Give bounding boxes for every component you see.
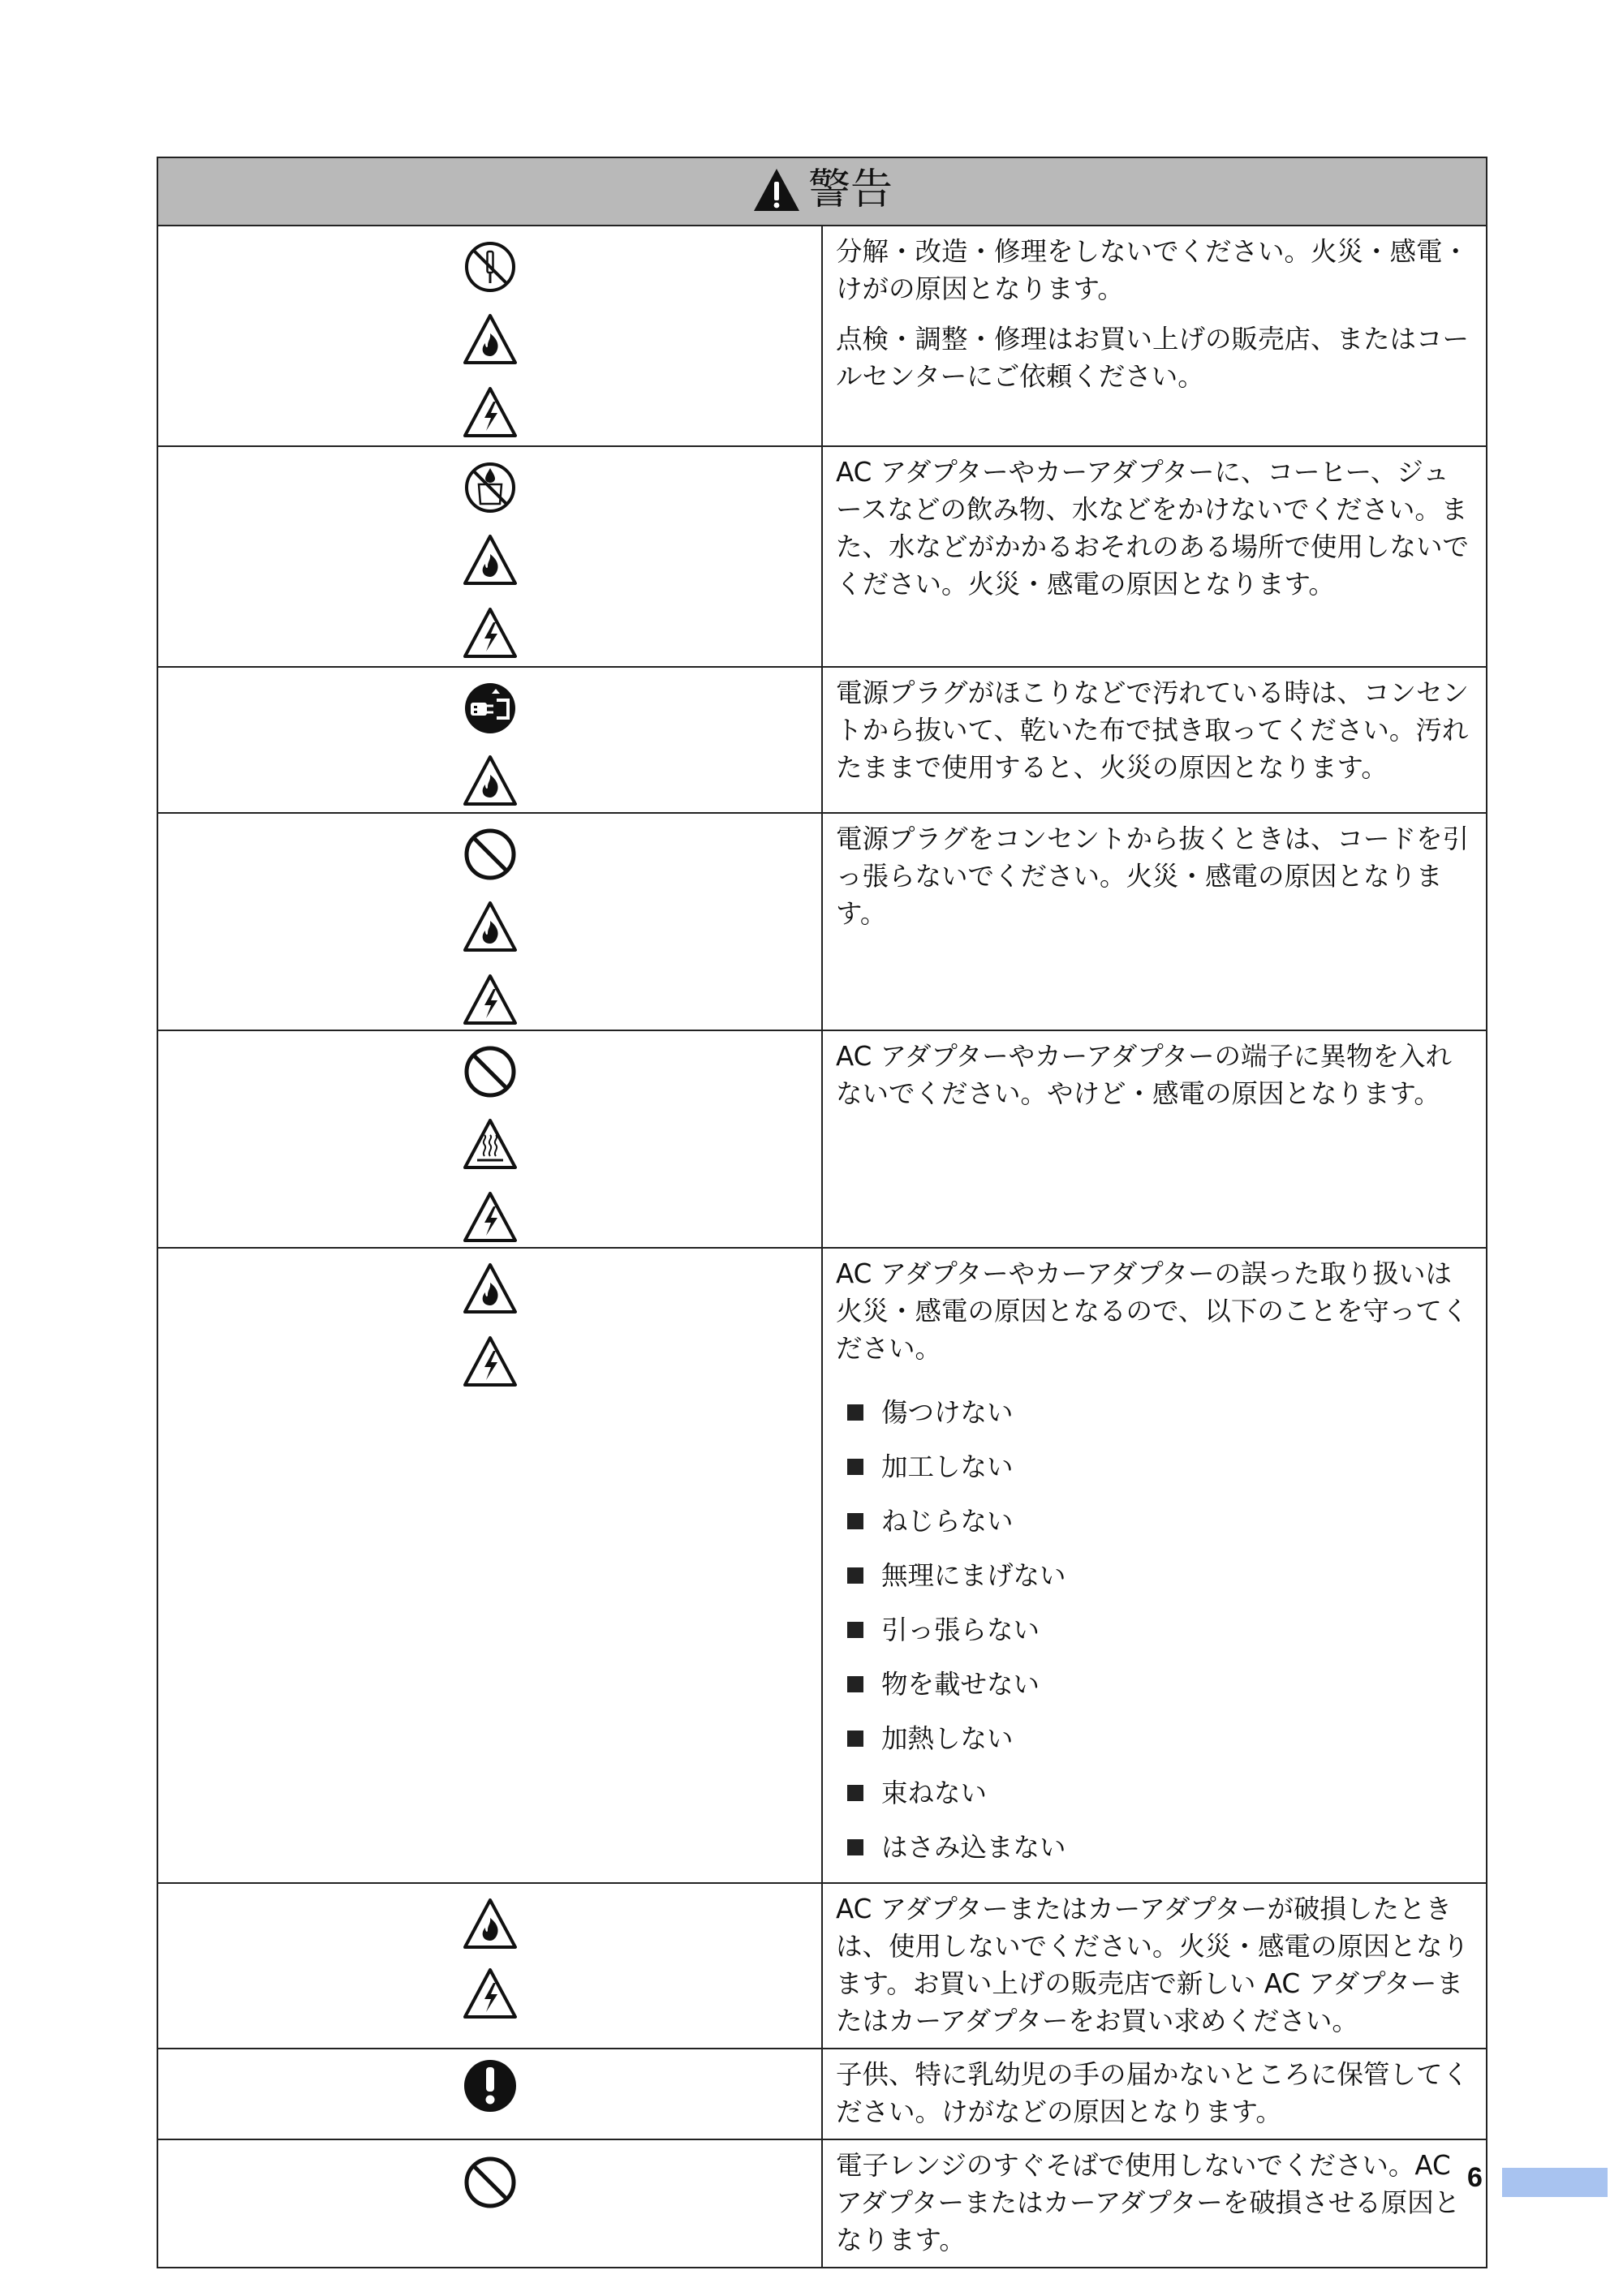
warning-paragraph: AC アダプターまたはカーアダプターが破損したときは、使用しないでください。火災・感電の原因となります。お買い上げの販売店で新しい AC アダプターまたはカーアダプターをお買い求めください。 xyxy=(836,1894,1470,2036)
bullet-square-icon xyxy=(847,1785,863,1801)
warning-text-cell xyxy=(822,1030,1487,1248)
bullet-square-icon xyxy=(847,1622,863,1638)
warning-row xyxy=(157,667,1487,813)
list-item: 束ねない xyxy=(847,1765,1474,1820)
list-item: ねじらない xyxy=(847,1494,1474,1548)
warning-paragraph: AC アダプターやカーアダプターの端子に異物を入れないでください。やけど・感電の原因となります。 xyxy=(836,1041,1452,1109)
icon-cell xyxy=(157,1248,822,1883)
warning-text-cell xyxy=(822,1248,1487,1883)
bullet-square-icon xyxy=(847,1567,863,1584)
icon-cell xyxy=(157,667,822,813)
warning-paragraph: 分解・改造・修理をしないでください。火災・感電・けがの原因となります。 xyxy=(836,236,1470,304)
warning-text-cell xyxy=(822,813,1487,1030)
page-number: 6 xyxy=(1467,2162,1483,2193)
page-tab-marker xyxy=(1502,2168,1608,2197)
warning-text-cell xyxy=(822,446,1487,667)
bullet-square-icon xyxy=(847,1731,863,1747)
list-item: 引っ張らない xyxy=(847,1602,1474,1657)
prohibited-icon xyxy=(461,2153,519,2212)
warning-text-cell xyxy=(822,667,1487,813)
hot-surface-icon xyxy=(461,1116,519,1174)
no-disassembly-icon xyxy=(461,238,519,296)
fire-hazard-icon xyxy=(461,311,519,369)
fire-hazard-icon xyxy=(461,1260,519,1318)
warning-row xyxy=(157,2139,1487,2268)
electric-shock-icon xyxy=(461,1333,519,1391)
warning-row xyxy=(157,446,1487,667)
icon-cell xyxy=(157,2049,822,2139)
bullet-square-icon xyxy=(847,1839,863,1855)
warning-text-cell xyxy=(822,1883,1487,2049)
warning-table xyxy=(157,157,1487,2268)
warning-row xyxy=(157,1883,1487,2049)
fire-hazard-icon xyxy=(461,531,519,590)
list-item: 傷つけない xyxy=(847,1385,1474,1439)
warning-row xyxy=(157,1248,1487,1883)
warning-paragraph: 電源プラグをコンセントから抜くときは、コードを引っ張らないでください。火災・感電の原因となります。 xyxy=(836,823,1470,929)
warning-title: 警告 xyxy=(807,166,893,214)
electric-shock-icon xyxy=(461,384,519,442)
list-item: はさみ込まない xyxy=(847,1820,1474,1874)
warning-text-cell xyxy=(822,226,1487,446)
icon-cell xyxy=(157,446,822,667)
warning-paragraph: AC アダプターやカーアダプターに、コーヒー、ジュースなどの飲み物、水などをかけないでください。また、水などがかかるおそれのある場所で使用しないでください。火災・感電の原因となります。 xyxy=(836,457,1470,600)
fire-hazard-icon xyxy=(461,1895,519,1954)
bullet-square-icon xyxy=(847,1513,863,1529)
bullet-square-icon xyxy=(847,1459,863,1475)
list-item: 無理にまげない xyxy=(847,1548,1474,1602)
unplug-icon xyxy=(461,679,519,737)
warning-header-row xyxy=(157,157,1487,226)
precaution-list xyxy=(836,1385,1474,1874)
mandatory-caution-icon xyxy=(461,2057,519,2115)
warning-text-cell xyxy=(822,2049,1487,2139)
warning-row xyxy=(157,2049,1487,2139)
icon-cell xyxy=(157,1030,822,1248)
fire-hazard-icon xyxy=(461,898,519,957)
warning-paragraph: 点検・調整・修理はお買い上げの販売店、またはコールセンターにご依頼ください。 xyxy=(836,324,1470,392)
fire-hazard-icon xyxy=(461,752,519,810)
warning-row xyxy=(157,1030,1487,1248)
list-item: 物を載せない xyxy=(847,1657,1474,1711)
warning-triangle-icon xyxy=(751,166,802,213)
icon-cell xyxy=(157,1883,822,2049)
warning-row xyxy=(157,226,1487,446)
electric-shock-icon xyxy=(461,971,519,1030)
list-item: 加工しない xyxy=(847,1439,1474,1494)
warning-text-cell xyxy=(822,2139,1487,2268)
list-item: 加熱しない xyxy=(847,1711,1474,1765)
bullet-square-icon xyxy=(847,1676,863,1692)
prohibited-icon xyxy=(461,1043,519,1101)
icon-cell xyxy=(157,226,822,446)
electric-shock-icon xyxy=(461,1189,519,1247)
warning-paragraph: 電子レンジのすぐそばで使用しないでください。AC アダプターまたはカーアダプターを破損させる原因となります。 xyxy=(836,2150,1461,2255)
warning-paragraph: 電源プラグがほこりなどで汚れている時は、コンセントから抜いて、乾いた布で拭き取ってください。汚れたままで使用すると、火災の原因となります。 xyxy=(836,677,1470,783)
electric-shock-icon xyxy=(461,1965,519,2023)
icon-cell xyxy=(157,813,822,1030)
bullet-square-icon xyxy=(847,1404,863,1421)
prohibited-icon xyxy=(461,825,519,884)
warning-header xyxy=(157,157,1487,226)
warning-paragraph: 子供、特に乳幼児の手の届かないところに保管してください。けがなどの原因となります。 xyxy=(836,2059,1470,2127)
electric-shock-icon xyxy=(461,604,519,663)
no-water-icon xyxy=(461,458,519,517)
warning-row xyxy=(157,813,1487,1030)
warning-paragraph: AC アダプターやカーアダプターの誤った取り扱いは火災・感電の原因となるので、以下のことを守ってください。 xyxy=(836,1258,1469,1364)
icon-cell xyxy=(157,2139,822,2268)
